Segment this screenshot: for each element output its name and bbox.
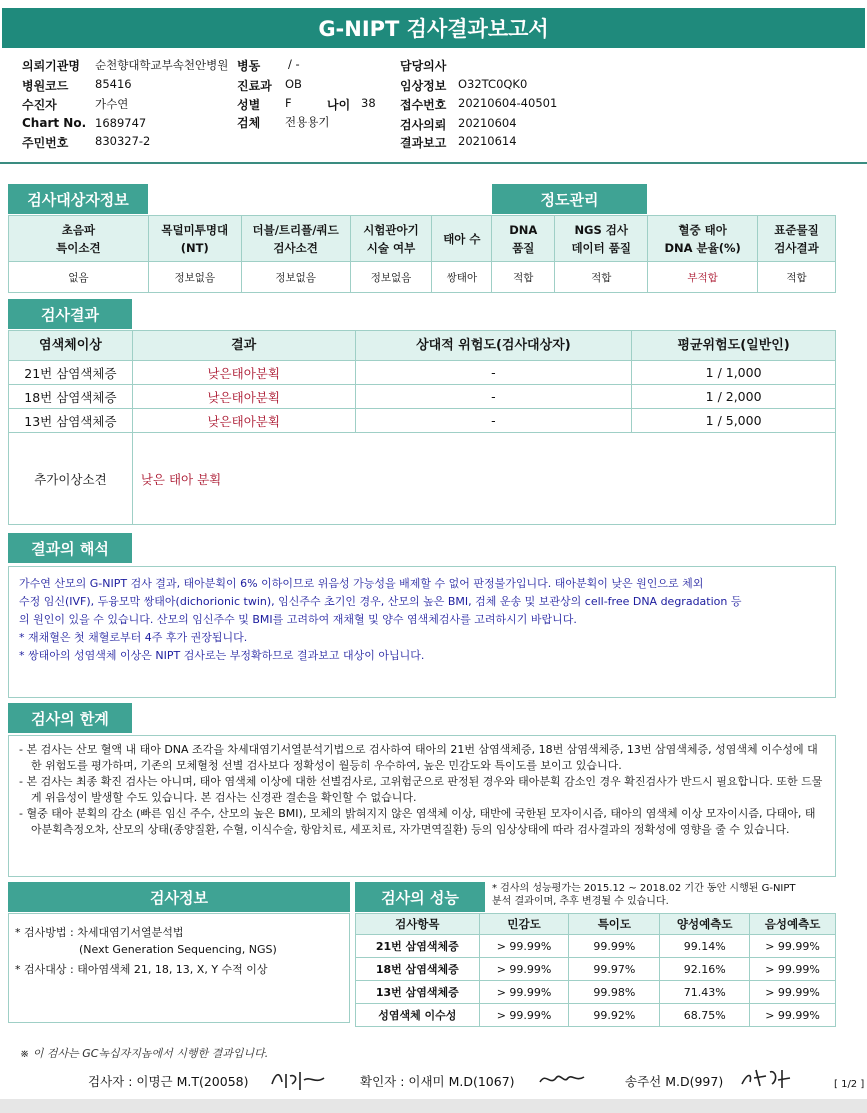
value-standard: 적합 [758, 262, 836, 293]
header-divider [0, 162, 867, 164]
request-label: 검사의뢰 [400, 118, 447, 132]
clinical-value: O32TC0QK0 [458, 77, 528, 91]
result-section-title: 검사결과 [8, 299, 132, 329]
header-screening: 더블/트리플/쿼드 검사소견 [241, 216, 350, 262]
age-label: 나이 [327, 98, 351, 112]
interpretation-box [8, 566, 836, 698]
row-chromosome: 18번 삼염색체증 [9, 385, 133, 409]
confirmer: 확인자 : 이새미 M.D(1067) [360, 1074, 515, 1089]
perf-item: 13번 삼염색체증 [356, 981, 480, 1004]
perf-npv: > 99.99% [750, 981, 836, 1004]
table-row [356, 958, 836, 981]
header-standard: 표준물질 검사결과 [758, 216, 836, 262]
doctor-label: 담당의사 [400, 59, 447, 73]
header-nt: 목덜미투명대 (NT) [148, 216, 241, 262]
header-chromosome: 염색체이상 [9, 331, 133, 361]
perf-sensitivity: > 99.99% [479, 935, 569, 958]
subject-section-title: 검사대상자정보 [8, 184, 148, 214]
value-ivf: 정보없음 [350, 262, 432, 293]
test-target: * 검사대상 : 태아염색체 21, 18, 13, X, Y 수적 이상 [15, 963, 268, 976]
header-fetal-fraction: 혈중 태아 DNA 분율(%) [648, 216, 758, 262]
institution-value: 순천향대학교부속천안병원 [95, 58, 229, 72]
row-average-risk: 1 / 2,000 [632, 385, 836, 409]
perf-header-npv: 음성예측도 [750, 914, 836, 935]
row-average-risk: 1 / 5,000 [632, 409, 836, 433]
value-dna-quality: 적합 [492, 262, 555, 293]
specimen-label: 검체 [237, 116, 261, 130]
perf-item: 21번 삼염색체증 [356, 935, 480, 958]
test-info-box [8, 913, 350, 1023]
perf-item: 18번 삼염색체증 [356, 958, 480, 981]
interpretation-line: 가수연 산모의 G-NIPT 검사 결과, 태아분획이 6% 이하이므로 위음성 가능성을 배제할 수 없어 판정불가입니다. 태아분획이 낮은 원인으로 체외 [19, 577, 704, 590]
perf-sensitivity: > 99.99% [479, 1004, 569, 1027]
rrn-value: 830327-2 [95, 134, 151, 148]
ward-value: / - [288, 57, 300, 71]
perf-item: 성염색체 이수성 [356, 1004, 480, 1027]
performance-note [492, 882, 842, 908]
value-ultrasound: 없음 [9, 262, 149, 293]
footer-bar [0, 1099, 867, 1113]
perf-sensitivity: > 99.99% [479, 958, 569, 981]
performance-table [355, 913, 836, 1027]
performance-note-line: 분석 결과이며, 추후 변경될 수 있습니다. [492, 896, 669, 907]
row-chromosome: 13번 삼염색체증 [9, 409, 133, 433]
perf-ppv: 71.43% [660, 981, 750, 1004]
qc-section-title: 정도관리 [492, 184, 647, 214]
perf-header-ppv: 양성예측도 [660, 914, 750, 935]
table-row [356, 981, 836, 1004]
performance-title: 검사의 성능 [355, 882, 485, 912]
header-result: 결과 [132, 331, 355, 361]
perf-ppv: 92.16% [660, 958, 750, 981]
subject-table [8, 215, 836, 293]
specimen-value: 전용용기 [285, 115, 330, 129]
interpretation-line: * 쌍태아의 성염색체 이상은 NIPT 검사로는 부정확하므로 결과보고 대상이 아닙니다. [19, 649, 425, 662]
header-average-risk: 평균위험도(일반인) [632, 331, 836, 361]
perf-header-sensitivity: 민감도 [479, 914, 569, 935]
institution-label: 의뢰기관명 [22, 59, 80, 73]
footer-note: ※ 이 검사는 GC녹십자지놈에서 시행한 결과입니다. [20, 1047, 269, 1060]
table-row [356, 935, 836, 958]
row-result: 낮은태아분획 [132, 409, 355, 433]
hospital-code-value: 85416 [95, 77, 132, 91]
interpretation-line: 수정 임신(IVF), 두융모막 쌍태아(dichorionic twin), 임신주수 초기인 경우, 산모의 높은 BMI, 검체 운송 및 보관상의 cell-free DNA degradation 등 [19, 595, 742, 608]
value-fetal-fraction: 부적합 [648, 262, 758, 293]
clinical-label: 임상정보 [400, 79, 447, 93]
header-fetus-count: 태아 수 [432, 216, 492, 262]
row-relative-risk: - [355, 361, 632, 385]
perf-npv: > 99.99% [750, 935, 836, 958]
value-screening: 정보없음 [241, 262, 350, 293]
header-ngs-quality: NGS 검사 데이터 품질 [555, 216, 648, 262]
limitations-title: 검사의 한계 [8, 703, 132, 733]
perf-ppv: 68.75% [660, 1004, 750, 1027]
chart-label: Chart No. [22, 116, 87, 130]
subject-value-row [9, 262, 836, 293]
patient-label: 수진자 [22, 98, 57, 112]
perf-sensitivity: > 99.99% [479, 981, 569, 1004]
perf-specificity: 99.92% [569, 1004, 660, 1027]
perf-header-specificity: 특이도 [569, 914, 660, 935]
chart-value: 1689747 [95, 116, 147, 130]
age-value: 38 [361, 96, 376, 110]
interpretation-line: * 재채혈은 첫 채혈로부터 4주 후가 권장됩니다. [19, 631, 248, 644]
result-table [8, 330, 836, 525]
row-average-risk: 1 / 1,000 [632, 361, 836, 385]
extra-findings-label: 추가이상소견 [9, 433, 133, 525]
interpretation-line: 의 원인이 있을 수 있습니다. 산모의 임신주수 및 BMI를 고려하여 재채혈 및 양수 염색체검사를 고려하시기 바랍니다. [19, 613, 577, 626]
test-method-en: (Next Generation Sequencing, NGS) [79, 943, 277, 956]
doctor-signature [738, 1064, 796, 1092]
tester-signature [268, 1066, 328, 1092]
row-relative-risk: - [355, 409, 632, 433]
row-result: 낮은태아분획 [132, 361, 355, 385]
ward-label: 병동 [237, 59, 261, 73]
limitations-box [8, 735, 836, 877]
receipt-value: 20210604-40501 [458, 96, 558, 110]
report-value: 20210614 [458, 134, 517, 148]
dept-label: 진료과 [237, 79, 272, 93]
row-result: 낮은태아분획 [132, 385, 355, 409]
row-relative-risk: - [355, 385, 632, 409]
receipt-label: 접수번호 [400, 98, 447, 112]
subject-header-row [9, 216, 836, 262]
table-row [9, 361, 836, 385]
report-label: 결과보고 [400, 136, 447, 150]
confirmer-signature [538, 1068, 590, 1090]
value-ngs-quality: 적합 [555, 262, 648, 293]
perf-npv: > 99.99% [750, 958, 836, 981]
limitation-item: - 혈중 태아 분획의 감소 (빠른 임신 주수, 산모의 높은 BMI), 모체의 밝혀지지 않은 염색체 이상, 태반에 국한된 모자이시즘, 태아의 염색체 이상 모자이시즘, 다태아, 태아분획측정오차, 산모의 상태(종양질환, 수혈, 이식수술, 항암치료, 세포치료, 자가면역질환) 등의 임상상태에 따라 검사결과의 정확성에 영향을 줄 수 있습니다. [19, 807, 816, 836]
sex-value: F [285, 96, 292, 110]
sex-label: 성별 [237, 98, 261, 112]
perf-specificity: 99.97% [569, 958, 660, 981]
patient-value: 가수연 [95, 97, 129, 111]
performance-header-row [356, 914, 836, 935]
table-row [9, 385, 836, 409]
doctor-name: 송주선 M.D(997) [625, 1074, 724, 1089]
value-nt: 정보없음 [148, 262, 241, 293]
perf-npv: > 99.99% [750, 1004, 836, 1027]
interpretation-title: 결과의 해석 [8, 533, 132, 563]
result-header-row [9, 331, 836, 361]
limitation-item: - 본 검사는 산모 혈액 내 태아 DNA 조각을 차세대염기서열분석기법으로 검사하여 태아의 21번 삼염색체증, 18번 삼염색체증, 13번 삼염색체증, 성염색체 이수성에 대한 위험도를 평가하며, 기존의 모체혈청 선별 검사보다 정확성이 월등히 우수하여, 높은 민감도와 특이도를 보이고 있습니다. [19, 743, 818, 772]
table-row [356, 1004, 836, 1027]
tester: 검사자 : 이명근 M.T(20058) [88, 1074, 249, 1089]
report-title: G-NIPT 검사결과보고서 [2, 8, 865, 48]
header-ivf: 시험관아기 시술 여부 [350, 216, 432, 262]
limitation-item: - 본 검사는 최종 확진 검사는 아니며, 태아 염색체 이상에 대한 선별검사로, 고위험군으로 판정된 경우와 태아분획 감소인 경우 확진검사가 반드시 필요합니다. 또한 드물게 위음성이 발생할 수도 있습니다. 본 검사는 신경관 결손을 확인할 수 없습니다. [19, 775, 823, 804]
value-fetus-count: 쌍태아 [432, 262, 492, 293]
rrn-label: 주민번호 [22, 136, 69, 150]
perf-specificity: 99.98% [569, 981, 660, 1004]
page-indicator: [ 1/2 ] [834, 1079, 865, 1090]
extra-findings-row [9, 433, 836, 525]
perf-ppv: 99.14% [660, 935, 750, 958]
row-chromosome: 21번 삼염색체증 [9, 361, 133, 385]
test-info-title: 검사정보 [8, 882, 350, 912]
header-ultrasound: 초음파 특이소견 [9, 216, 149, 262]
perf-specificity: 99.99% [569, 935, 660, 958]
request-value: 20210604 [458, 116, 517, 130]
dept-value: OB [285, 77, 302, 91]
extra-findings-value: 낮은 태아 분획 [132, 433, 835, 525]
hospital-code-label: 병원코드 [22, 79, 69, 93]
header-relative-risk: 상대적 위험도(검사대상자) [355, 331, 632, 361]
performance-note-line: * 검사의 성능평가는 2015.12 ~ 2018.02 기간 동안 시행된 G-NIPT [492, 883, 796, 894]
header-dna-quality: DNA 품질 [492, 216, 555, 262]
table-row [9, 409, 836, 433]
test-method: * 검사방법 : 차세대염기서열분석법 [15, 926, 184, 939]
perf-header-item: 검사항목 [356, 914, 480, 935]
